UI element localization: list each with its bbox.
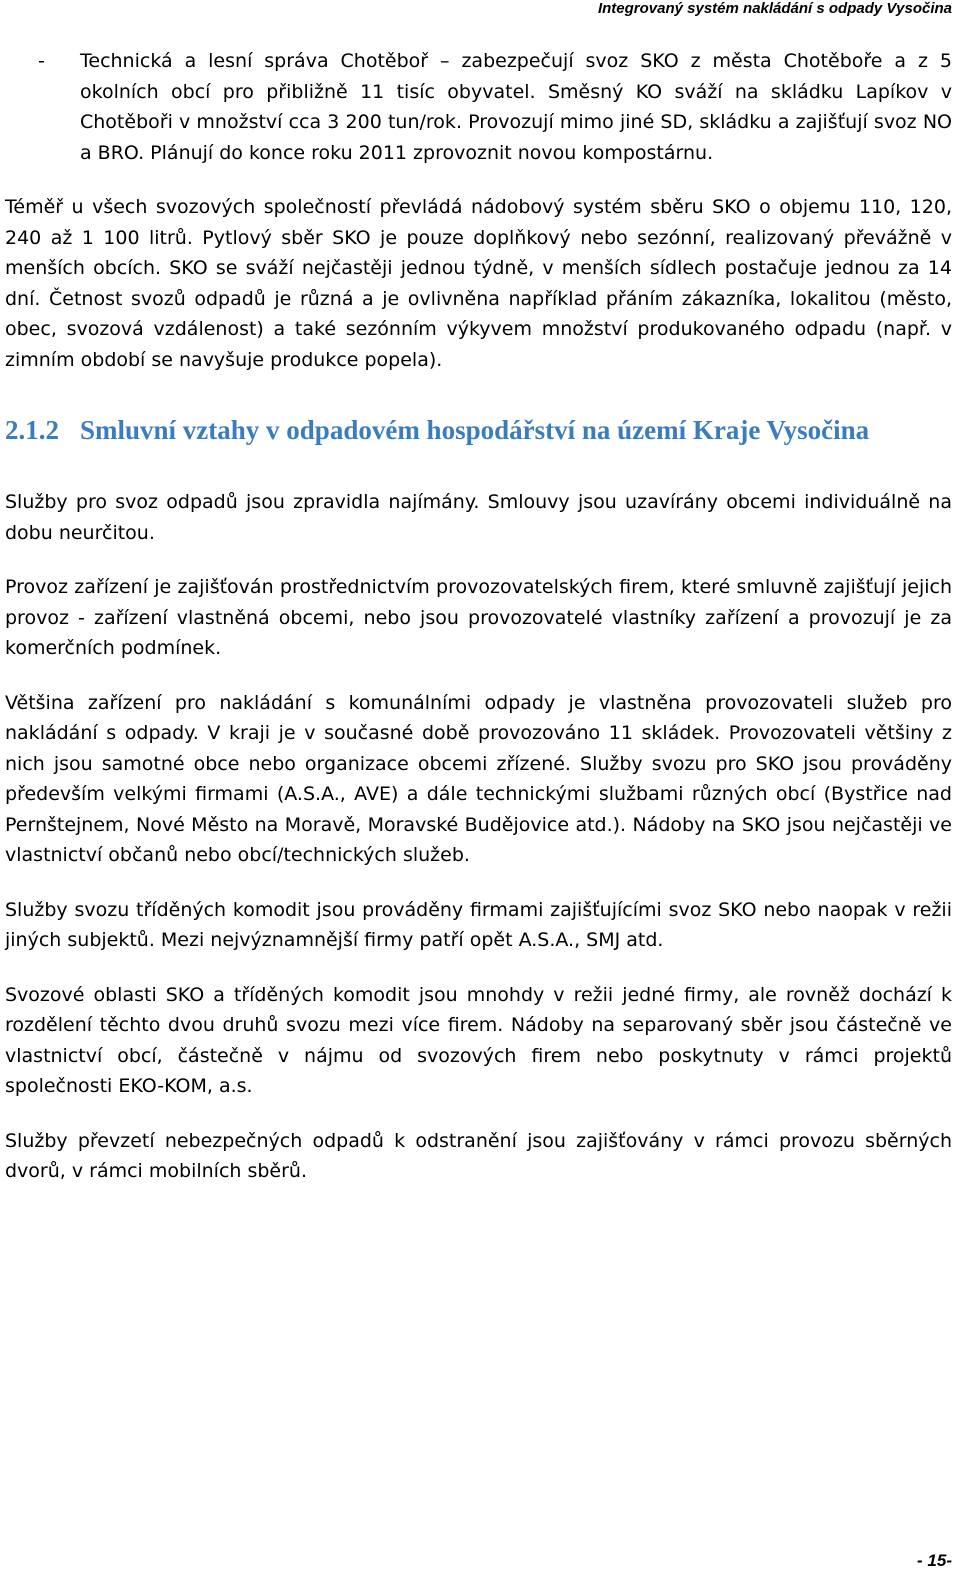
paragraph-facility-ownership: Většina zařízení pro nakládání s komunálními odpady je vlastněna provozovateli služeb pro nakládání s odpady. V kraji je v současné době provozováno 11 skládek. Provozovateli většiny z nich jsou samotné obce nebo organizace obcemi zřízené. Služby svozu pro SKO jsou prováděny především velkými firmami (A.S.A., AVE) a dále technickými službami různých obcí (Bystřice nad Pernštejnem, Nové Město na Moravě, Moravské Budějovice atd.). Nádoby na SKO jsou nejčastěji ve vlastnictví občanů nebo obcí/technických služeb. xyxy=(5,691,952,866)
paragraph-collection-areas: Svozové oblasti SKO a tříděných komodit jsou mnohdy v režii jedné firmy, ale rovněž dochází k rozdělení těchto dvou druhů svozu mezi více firem. Nádoby na separovaný sběr jsou částečně ve vlastnictví obcí, částečně v nájmu od svozových firem nebo poskytnuty v rámci projektů společnosti EKO-KOM, a.s. xyxy=(5,983,952,1097)
paragraph-hazardous-waste: Služby převzetí nebezpečných odpadů k odstranění jsou zajišťovány v rámci provozu sběrných dvorů, v rámci mobilních sběrů. xyxy=(5,1129,952,1182)
paragraph-facility-operation: Provoz zařízení je zajišťován prostřednictvím provozovatelských firem, které smluvně zajišťují jejich provoz - zařízení vlastněná obcemi, nebo jsou provozovatelé vlastníky zařízení a provozují je za komerčních podmínek. xyxy=(5,576,952,659)
bullet-text: Technická a lesní správa Chotěboř – zabezpečují svoz SKO z města Chotěboře a z 5 okolních obcí pro přibližně 11 tisíc obyvatel. Směsný KO sváží na skládku Lapíkov v Chotěboři v množství cca 3 200 tun/rok. Provozují mimo jiné SD, skládku a zajišťují svoz NO a BRO. Plánují do konce roku 2011 zprovoznit novou kompostárnu. xyxy=(80,50,952,164)
bullet-item xyxy=(5,46,952,168)
paragraph-contracts: Služby pro svoz odpadů jsou zpravidla najímány. Smlouvy jsou uzavírány obcemi individuálně na dobu neurčitou. xyxy=(5,491,952,544)
bullet-marker: - xyxy=(38,50,45,72)
section-heading xyxy=(5,413,952,447)
paragraph-sorted-collection: Služby svozu tříděných komodit jsou prováděny firmami zajišťujícími svoz SKO nebo naopak v režii jiných subjektů. Mezi nejvýznamnější firmy patří opět A.S.A., SMJ atd. xyxy=(5,898,952,951)
document-body xyxy=(5,46,952,1211)
running-header: Integrovaný systém nakládání s odpady Vysočina xyxy=(597,0,952,17)
section-number: 2.1.2 xyxy=(5,415,59,445)
page-number: - 15- xyxy=(917,1551,952,1570)
section-title: Smluvní vztahy v odpadovém hospodářství na území Kraje Vysočina xyxy=(80,415,870,445)
intro-paragraph: Téměř u všech svozových společností převládá nádobový systém sběru SKO o objemu 110, 120, 240 až 1 100 litrů. Pytlový sběr SKO je pouze doplňkový nebo sezónní, realizovaný převážně v menších obcích. SKO se sváží nejčastěji jednou týdně, v menších sídlech postačuje jednou za 14 dní. Četnost svozů odpadů je různá a je ovlivněna například přáním zákazníka, lokalitou (město, obec, svozová vzdálenost) a také sezónním výkyvem množství produkovaného odpadu (např. v zimním období se navyšuje produkce popela). xyxy=(5,196,952,371)
